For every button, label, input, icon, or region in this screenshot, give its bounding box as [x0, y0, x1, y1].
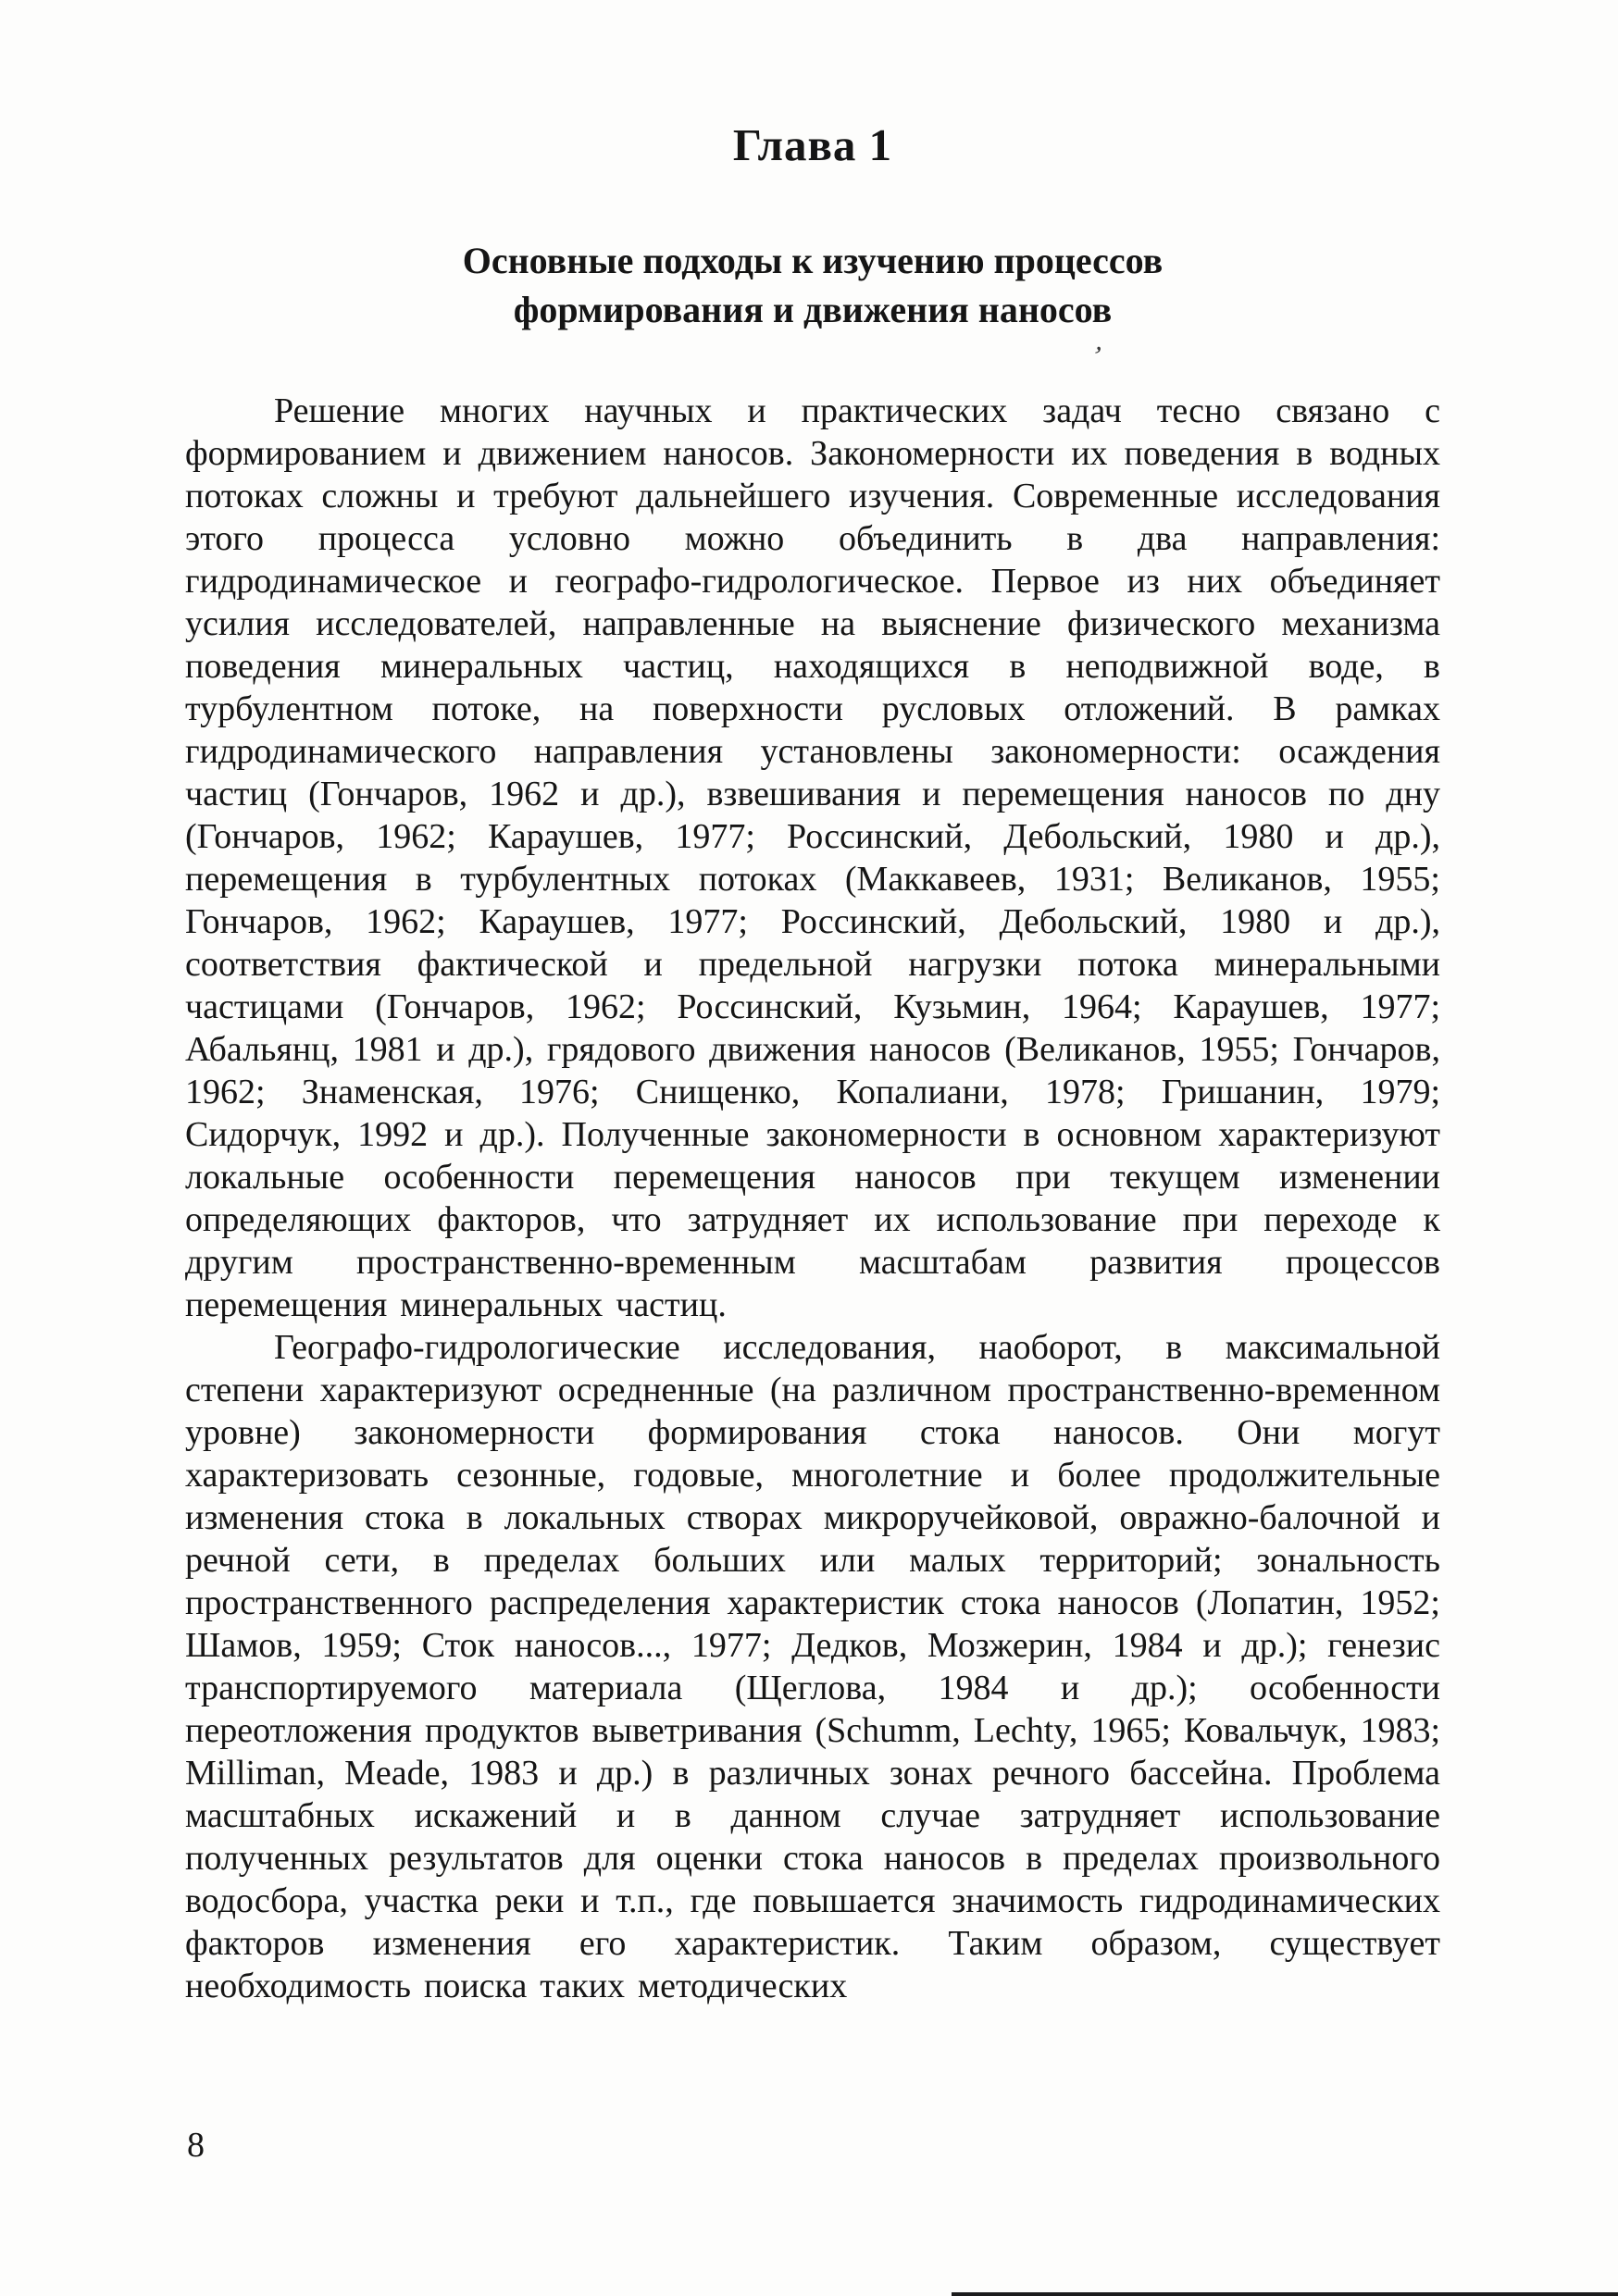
page-number: 8 — [187, 2126, 205, 2165]
section-heading-line-1: Основные подходы к изучению процессов — [462, 240, 1164, 281]
body-text — [185, 390, 1440, 2007]
scan-artifact-mark: , — [1093, 325, 1107, 357]
scan-edge-shadow — [952, 2292, 1618, 2296]
text-block — [185, 118, 1440, 2007]
chapter-title: Глава 1 — [732, 119, 893, 170]
paragraph-1: Решение многих научных и практических задач тесно связано с формированием и движением наносов. Закономерности их поведения в водных потоках сложны и требуют дальнейшего изучения. Современные исследования этого процесса условно можно объединить в два направления: гидродинамическое и географо-гидрологическое. Первое из них объединяет усилия исследователей, направленные на выяснение физического механизма поведения минеральных частиц, находящихся в неподвижной воде, в турбулентном потоке, на поверхности русловых отложений. В рамках гидродинамического направления установлены закономерности: осаждения частиц (Гончаров, 1962 и др.), взвешивания и перемещения наносов по дну (Гончаров, 1962; Караушев, 1977; Россинский, Дебольский, 1980 и др.), перемещения в турбулентных потоках (Маккавеев, 1931; Великанов, 1955; Гончаров, 1962; Караушев, 1977; Россинский, Дебольский, 1980 и др.), соответствия фактической и предельной нагрузки потока минеральными частицами (Гончаров, 1962; Россинский, Кузьмин, 1964; Караушев, 1977; Абальянц, 1981 и др.), грядового движения наносов (Великанов, 1955; Гончаров, 1962; Знаменская, 1976; Снищенко, Копалиани, 1978; Гришанин, 1979; Сидорчук, 1992 и др.). Полученные закономерности в основном характеризуют локальные особенности перемещения наносов при текущем изменении определяющих факторов, что затрудняет их использование при переходе к другим пространственно-временным масштабам развития процессов перемещения минеральных частиц. — [185, 391, 1440, 1324]
paragraph-2: Географо-гидрологические исследования, наоборот, в максимальной степени характеризуют осредненные (на различном пространственно-временном уровне) закономерности формирования стока наносов. Они могут характеризовать сезонные, годовые, многолетние и более продолжительные изменения стока в локальных створах микроручейковой, овражно-балочной и речной сети, в пределах больших или малых территорий; зональность пространственного распределения характеристик стока наносов (Лопатин, 1952; Шамов, 1959; Сток наносов..., 1977; Дедков, Мозжерин, 1984 и др.); генезис транспортируемого материала (Щеглова, 1984 и др.); особенности переотложения продуктов выветривания (Schumm, Lechty, 1965; Ковальчук, 1983; Milliman, Meade, 1983 и др.) в различных зонах речного бассейна. Проблема масштабных искажений и в данном случае затрудняет использование полученных результатов для оценки стока наносов в пределах произвольного водосбора, участка реки и т.п., где повышается значимость гидродинамических факторов изменения его характеристик. Таким образом, существует необходимость поиска таких методических — [185, 1328, 1441, 2005]
section-heading — [185, 236, 1440, 334]
section-heading-line-2: формирования и движения наносов — [513, 289, 1113, 330]
